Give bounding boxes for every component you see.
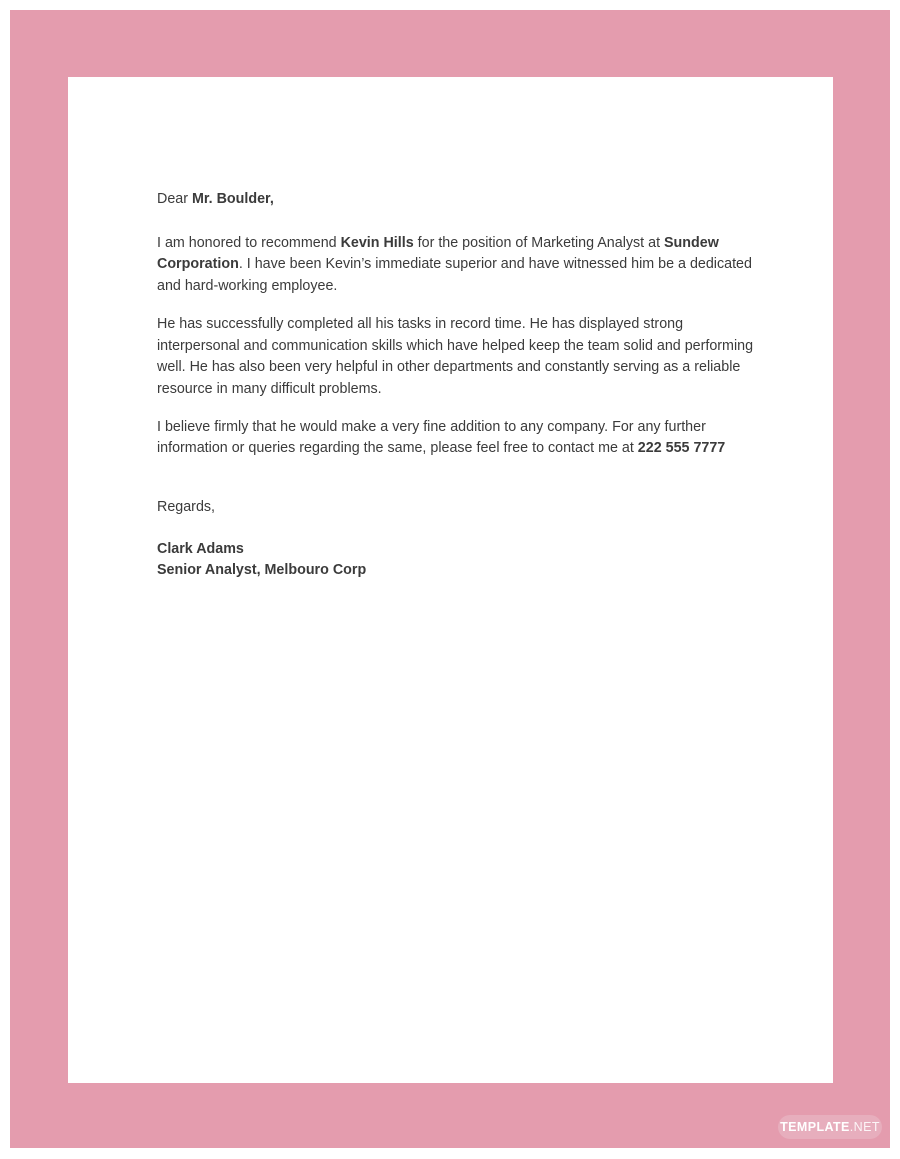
letter-paragraph (157, 189, 767, 211)
letter-body (157, 189, 778, 460)
text-run: . I have been Kevin’s immediate superior and have witnessed him be a dedicated and hard-working employee. (157, 256, 752, 295)
bold-text-run: Sundew Corporation (157, 234, 719, 273)
letter-paragraph (157, 233, 767, 298)
text-run: I am honored to recommend (157, 234, 341, 251)
letter-page (68, 77, 833, 1083)
signature-title: Senior Analyst, Melbouro Corp (157, 562, 367, 579)
letter-paragraph (157, 314, 767, 401)
signature-name: Clark Adams (157, 540, 244, 557)
text-run: Dear (157, 191, 192, 207)
watermark-brand-bold: TEMPLATE (780, 1120, 850, 1134)
text-run: I believe firmly that he would make a very fine addition to any company. For any further information or queries regarding the same, please feel free to contact me at (157, 418, 706, 457)
templatenet-watermark-badge (778, 1115, 882, 1139)
letter-paragraph (157, 417, 767, 460)
closing-text: Regards, (157, 499, 216, 516)
text-run: for the position of Marketing Analyst at (413, 234, 665, 251)
signature-block (157, 539, 778, 582)
text-run: He has successfully completed all his tasks in record time. He has displayed strong interpersonal and communication skills which have helped keep the team solid and performing well. He has also been very helpful in other departments and constantly serving as a reliable resource in many difficult problems. (157, 315, 754, 397)
watermark-brand-regular: .NET (849, 1120, 880, 1134)
letter-content (68, 77, 833, 582)
bold-text-run: Kevin Hills (340, 234, 414, 251)
bold-text-run: 222 555 7777 (637, 440, 726, 457)
bold-text-run: Mr. Boulder, (191, 191, 274, 207)
